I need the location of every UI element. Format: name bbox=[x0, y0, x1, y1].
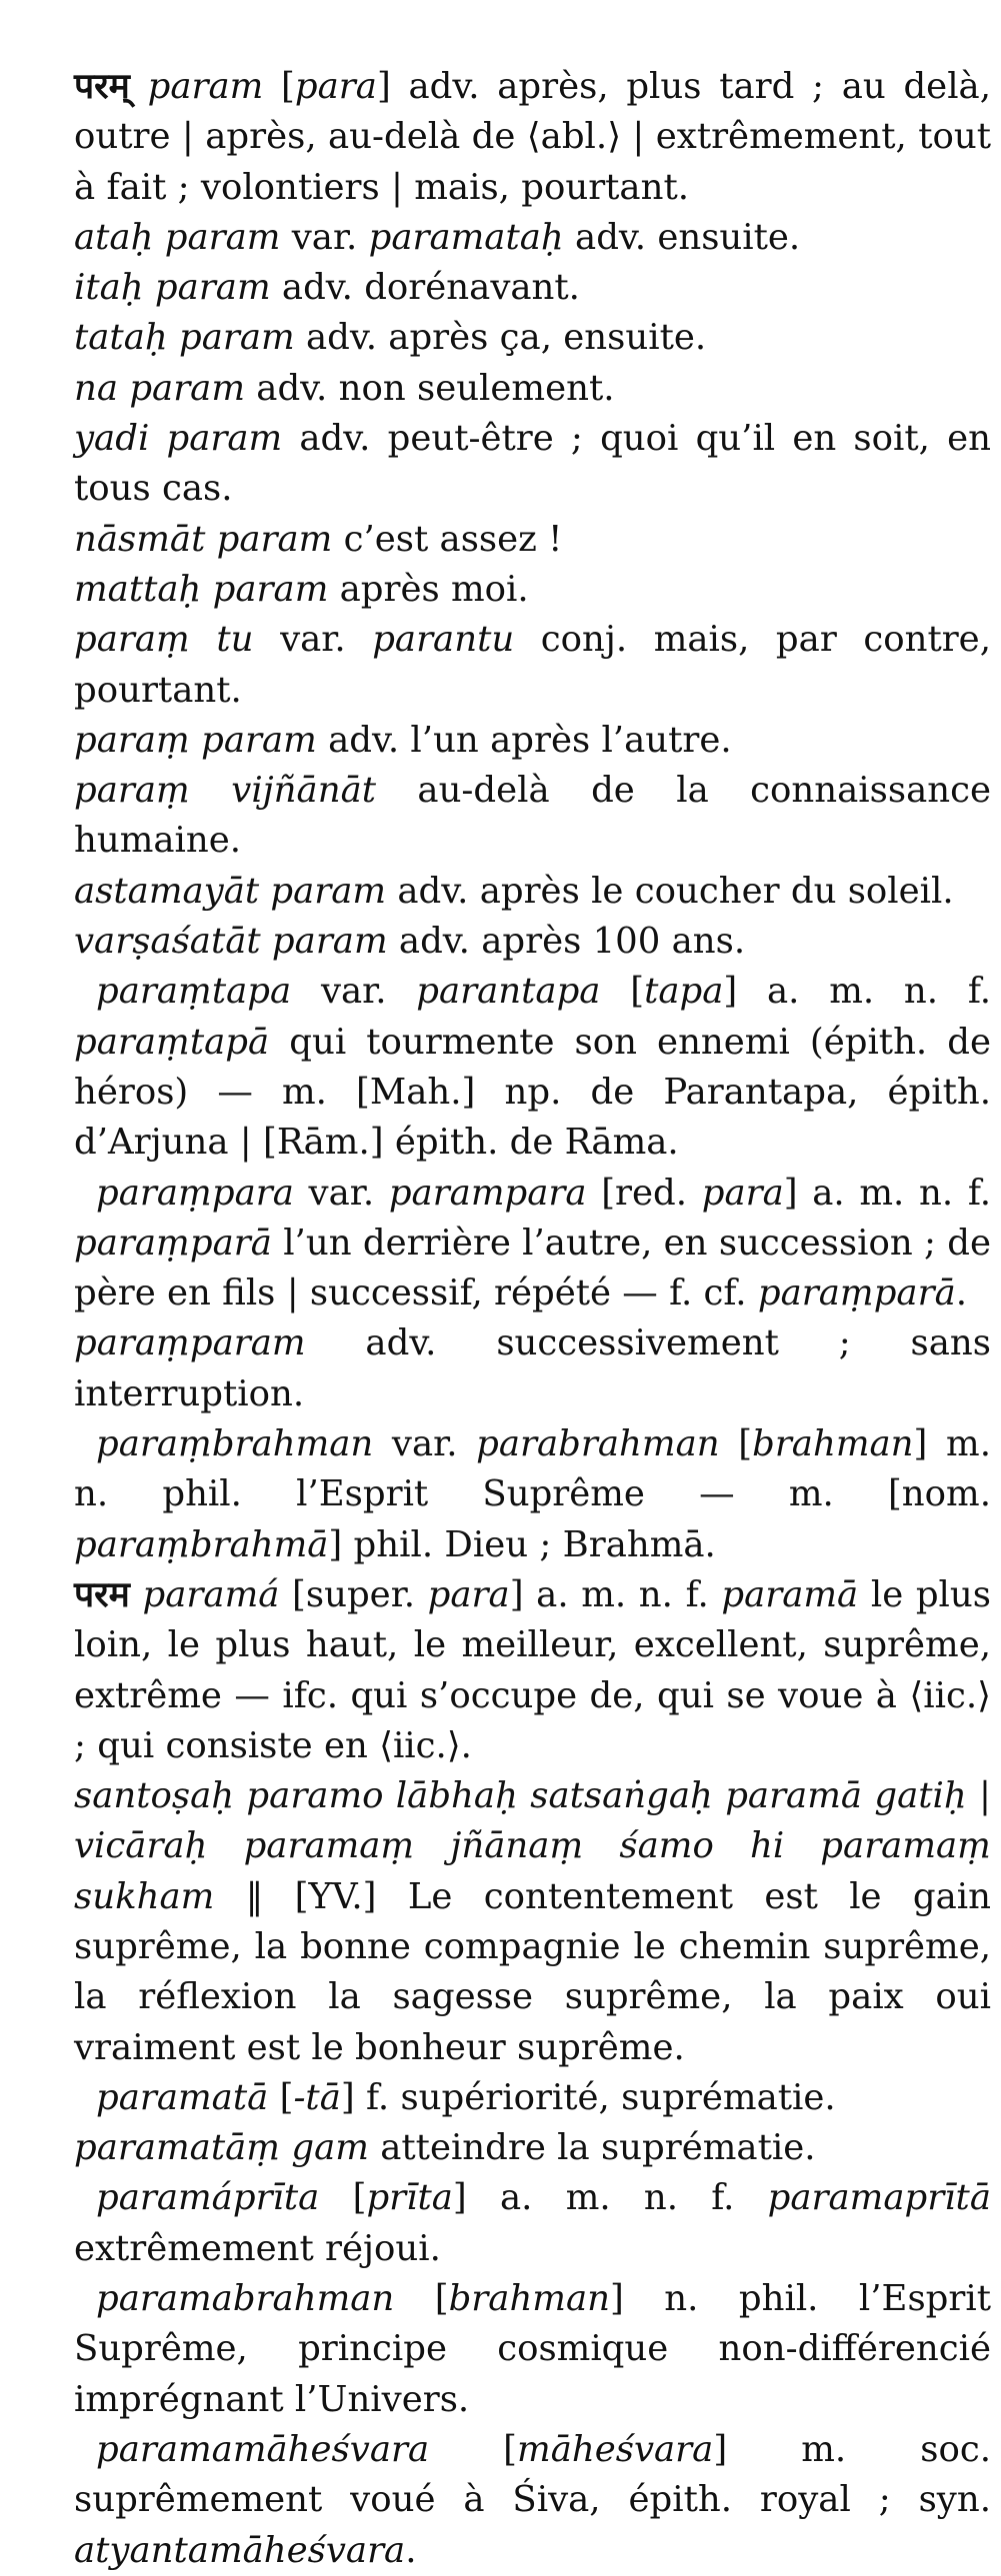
italic-term: tataḥ param bbox=[74, 317, 295, 359]
devanagari-headword: परम् bbox=[74, 66, 130, 107]
italic-term: paraṃtapā bbox=[74, 1021, 270, 1063]
dictionary-entry bbox=[74, 263, 991, 313]
italic-term: para bbox=[427, 1573, 510, 1615]
definition-text: var. bbox=[280, 216, 369, 258]
definition-text: var. bbox=[291, 971, 417, 1013]
italic-term: paraṃtapa bbox=[96, 971, 292, 1013]
dictionary-entry bbox=[74, 2274, 991, 2425]
definition-text: ] a. m. n. f. bbox=[783, 1172, 991, 1214]
dictionary-entry bbox=[74, 414, 991, 515]
dictionary-entry bbox=[74, 1318, 991, 1419]
italic-term: tapa bbox=[644, 971, 724, 1013]
italic-term: nāsmāt param bbox=[74, 518, 333, 560]
dictionary-entry bbox=[74, 2173, 991, 2274]
dictionary-entry bbox=[74, 1419, 991, 1570]
definition-text: qui tourmente son ennemi (épith. de héros) — m. [Mah.] np. de Parantapa, épith. d’Arjuna | [Rām.] épith. de Rāma. bbox=[74, 1021, 991, 1164]
italic-term: paraṃparā bbox=[757, 1273, 956, 1314]
definition-text: l’un derrière l’autre, en succession ; de père en fils | successif, répété — f. cf. bbox=[74, 1222, 991, 1314]
italic-term: paramaprītā bbox=[767, 2177, 991, 2219]
definition-text: adv. successivement ; sans interruption. bbox=[74, 1322, 991, 1414]
italic-term: prīta bbox=[366, 2177, 453, 2219]
definition-text bbox=[130, 1574, 143, 1615]
definition-text: atteindre la suprématie. bbox=[368, 2127, 816, 2169]
definition-text: adv. dorénavant. bbox=[270, 267, 580, 309]
dictionary-entry bbox=[74, 2425, 991, 2576]
definition-text: au-delà de la connaissance humaine. bbox=[74, 770, 991, 862]
definition-text: var. bbox=[253, 619, 373, 661]
definition-text: [ bbox=[263, 66, 295, 107]
italic-term: para bbox=[294, 66, 377, 107]
dictionary-entry bbox=[74, 2123, 991, 2173]
italic-term: itaḥ param bbox=[74, 267, 271, 309]
italic-term: mattaḥ param bbox=[74, 568, 329, 610]
dictionary-entry bbox=[74, 1771, 991, 2073]
definition-text: extrêmement réjoui. bbox=[74, 2227, 441, 2269]
devanagari-headword: परम bbox=[74, 1573, 130, 1615]
italic-term: parantu bbox=[372, 619, 515, 661]
italic-term: brahman bbox=[448, 2278, 610, 2320]
dictionary-entry bbox=[74, 62, 991, 213]
italic-term: brahman bbox=[752, 1423, 914, 1465]
definition-text: adv. peut-être ; quoi qu’il en soit, en tous cas. bbox=[74, 418, 991, 510]
definition-text: adv. l’un après l’autre. bbox=[316, 719, 732, 761]
definition-text: adv. ensuite. bbox=[563, 216, 801, 258]
definition-text: [ bbox=[429, 2428, 518, 2470]
definition-text: conj. mais, par contre, pourtant. bbox=[74, 619, 991, 711]
italic-term: ataḥ param bbox=[74, 216, 281, 258]
definition-text: ] f. supériorité, suprématie. bbox=[340, 2076, 836, 2118]
definition-text: ] m. n. phil. l’Esprit Suprême — m. [nom. bbox=[74, 1423, 991, 1515]
italic-term: paraṃ param bbox=[74, 719, 317, 761]
definition-text: adv. après 100 ans. bbox=[387, 921, 746, 963]
dictionary-entry bbox=[74, 867, 991, 917]
italic-term: paramataḥ bbox=[368, 216, 564, 258]
definition-text: [ bbox=[394, 2278, 449, 2320]
definition-text: var. bbox=[293, 1172, 389, 1214]
italic-term: paramá bbox=[142, 1573, 280, 1615]
italic-term: paraṃ vijñānāt bbox=[74, 770, 376, 812]
italic-term: parantapa bbox=[416, 971, 601, 1013]
definition-text: [super. bbox=[279, 1573, 428, 1615]
definition-text: ‖ [YV.] Le contentement est le gain suprême, la bonne compagnie le chemin suprême, la réflexion la sagesse suprême, la paix oui vraiment est le bonheur suprême. bbox=[74, 1875, 991, 2068]
definition-text: le plus loin, le plus haut, le meilleur, excellent, suprême, extrême — ifc. qui s’occupe de, qui se voue à ⟨iic.⟩ ; qui consiste en ⟨iic.⟩. bbox=[74, 1573, 991, 1766]
italic-term: paramā bbox=[721, 1573, 859, 1615]
dictionary-entry bbox=[74, 917, 991, 967]
italic-term: paramatā bbox=[96, 2076, 269, 2118]
italic-term: yadi param bbox=[74, 418, 283, 460]
dictionary-entry bbox=[74, 1570, 991, 1771]
italic-term: na param bbox=[74, 367, 245, 409]
italic-term: māheśvara bbox=[517, 2428, 714, 2470]
italic-term: paraṃparā bbox=[74, 1222, 272, 1264]
italic-term: paraṃpara bbox=[96, 1172, 294, 1214]
italic-term: paraṃ tu bbox=[74, 619, 254, 661]
italic-term: para bbox=[701, 1172, 784, 1214]
definition-text: [ bbox=[600, 971, 645, 1013]
italic-term: parampara bbox=[388, 1172, 587, 1214]
italic-term: paraṃparam bbox=[74, 1322, 306, 1364]
definition-text: [ bbox=[319, 2177, 367, 2219]
dictionary-entry bbox=[74, 1169, 991, 1319]
definition-text: ] n. phil. l’Esprit Suprême, principe cosmique non-différencié imprégnant l’Univers. bbox=[74, 2278, 991, 2420]
definition-text: adv. non seulement. bbox=[245, 367, 615, 409]
definition-text: c’est assez ! bbox=[332, 518, 563, 560]
definition-text: . bbox=[405, 2529, 417, 2571]
definition-text: . bbox=[955, 1273, 968, 1314]
dictionary-entry bbox=[74, 2073, 991, 2123]
dictionary-entry bbox=[74, 515, 991, 565]
dictionary-entry bbox=[74, 766, 991, 867]
definition-text: var. bbox=[373, 1423, 477, 1465]
italic-term: paraṃbrahmā bbox=[74, 1523, 329, 1565]
dictionary-entry bbox=[74, 313, 991, 363]
dictionary-entry bbox=[74, 967, 991, 1168]
definition-text: ] adv. après, plus tard ; au delà, outre | après, au-delà de ⟨abl.⟩ | extrêmement, tout à fait ; volontiers | mais, pourtant. bbox=[74, 66, 991, 208]
definition-text: [ bbox=[719, 1423, 753, 1465]
definition-text: ] a. m. n. f. bbox=[509, 1573, 722, 1615]
italic-term: atyantamāheśvara bbox=[74, 2529, 406, 2571]
definition-text: ] a. m. n. f. bbox=[452, 2177, 768, 2219]
definition-text: après moi. bbox=[328, 568, 529, 610]
italic-term: -tā bbox=[293, 2076, 341, 2118]
italic-term: param bbox=[147, 66, 264, 107]
italic-term: paramabrahman bbox=[96, 2278, 395, 2320]
dictionary-entry bbox=[74, 716, 991, 766]
italic-term: parabrahman bbox=[476, 1423, 720, 1465]
dictionary-entry bbox=[74, 364, 991, 414]
italic-term: santoṣaḥ paramo lābhaḥ satsaṅgaḥ paramā gatiḥ | vicāraḥ paramaṃ jñānaṃ śamo hi paramaṃ sukham bbox=[74, 1775, 991, 1917]
definition-text: [red. bbox=[586, 1172, 702, 1214]
definition-text: adv. après le coucher du soleil. bbox=[386, 870, 954, 912]
italic-term: paramáprīta bbox=[96, 2177, 320, 2219]
italic-term: paraṃbrahman bbox=[96, 1423, 374, 1465]
definition-text: ] a. m. n. f. bbox=[723, 971, 991, 1013]
dictionary-entry bbox=[74, 565, 991, 615]
definition-text: adv. après ça, ensuite. bbox=[294, 317, 707, 359]
definition-text: [ bbox=[268, 2076, 294, 2118]
italic-term: varṣaśatāt param bbox=[74, 921, 388, 963]
italic-term: astamayāt param bbox=[74, 870, 387, 912]
italic-term: paramatāṃ gam bbox=[74, 2127, 369, 2169]
dictionary-entry bbox=[74, 615, 991, 716]
definition-text: ] phil. Dieu ; Brahmā. bbox=[328, 1523, 716, 1565]
definition-text: ] m. soc. suprêmement voué à Śiva, épith. royal ; syn. bbox=[74, 2428, 992, 2521]
definition-text bbox=[130, 66, 148, 107]
dictionary-entry bbox=[74, 213, 991, 263]
italic-term: paramamāheśvara bbox=[96, 2428, 430, 2470]
